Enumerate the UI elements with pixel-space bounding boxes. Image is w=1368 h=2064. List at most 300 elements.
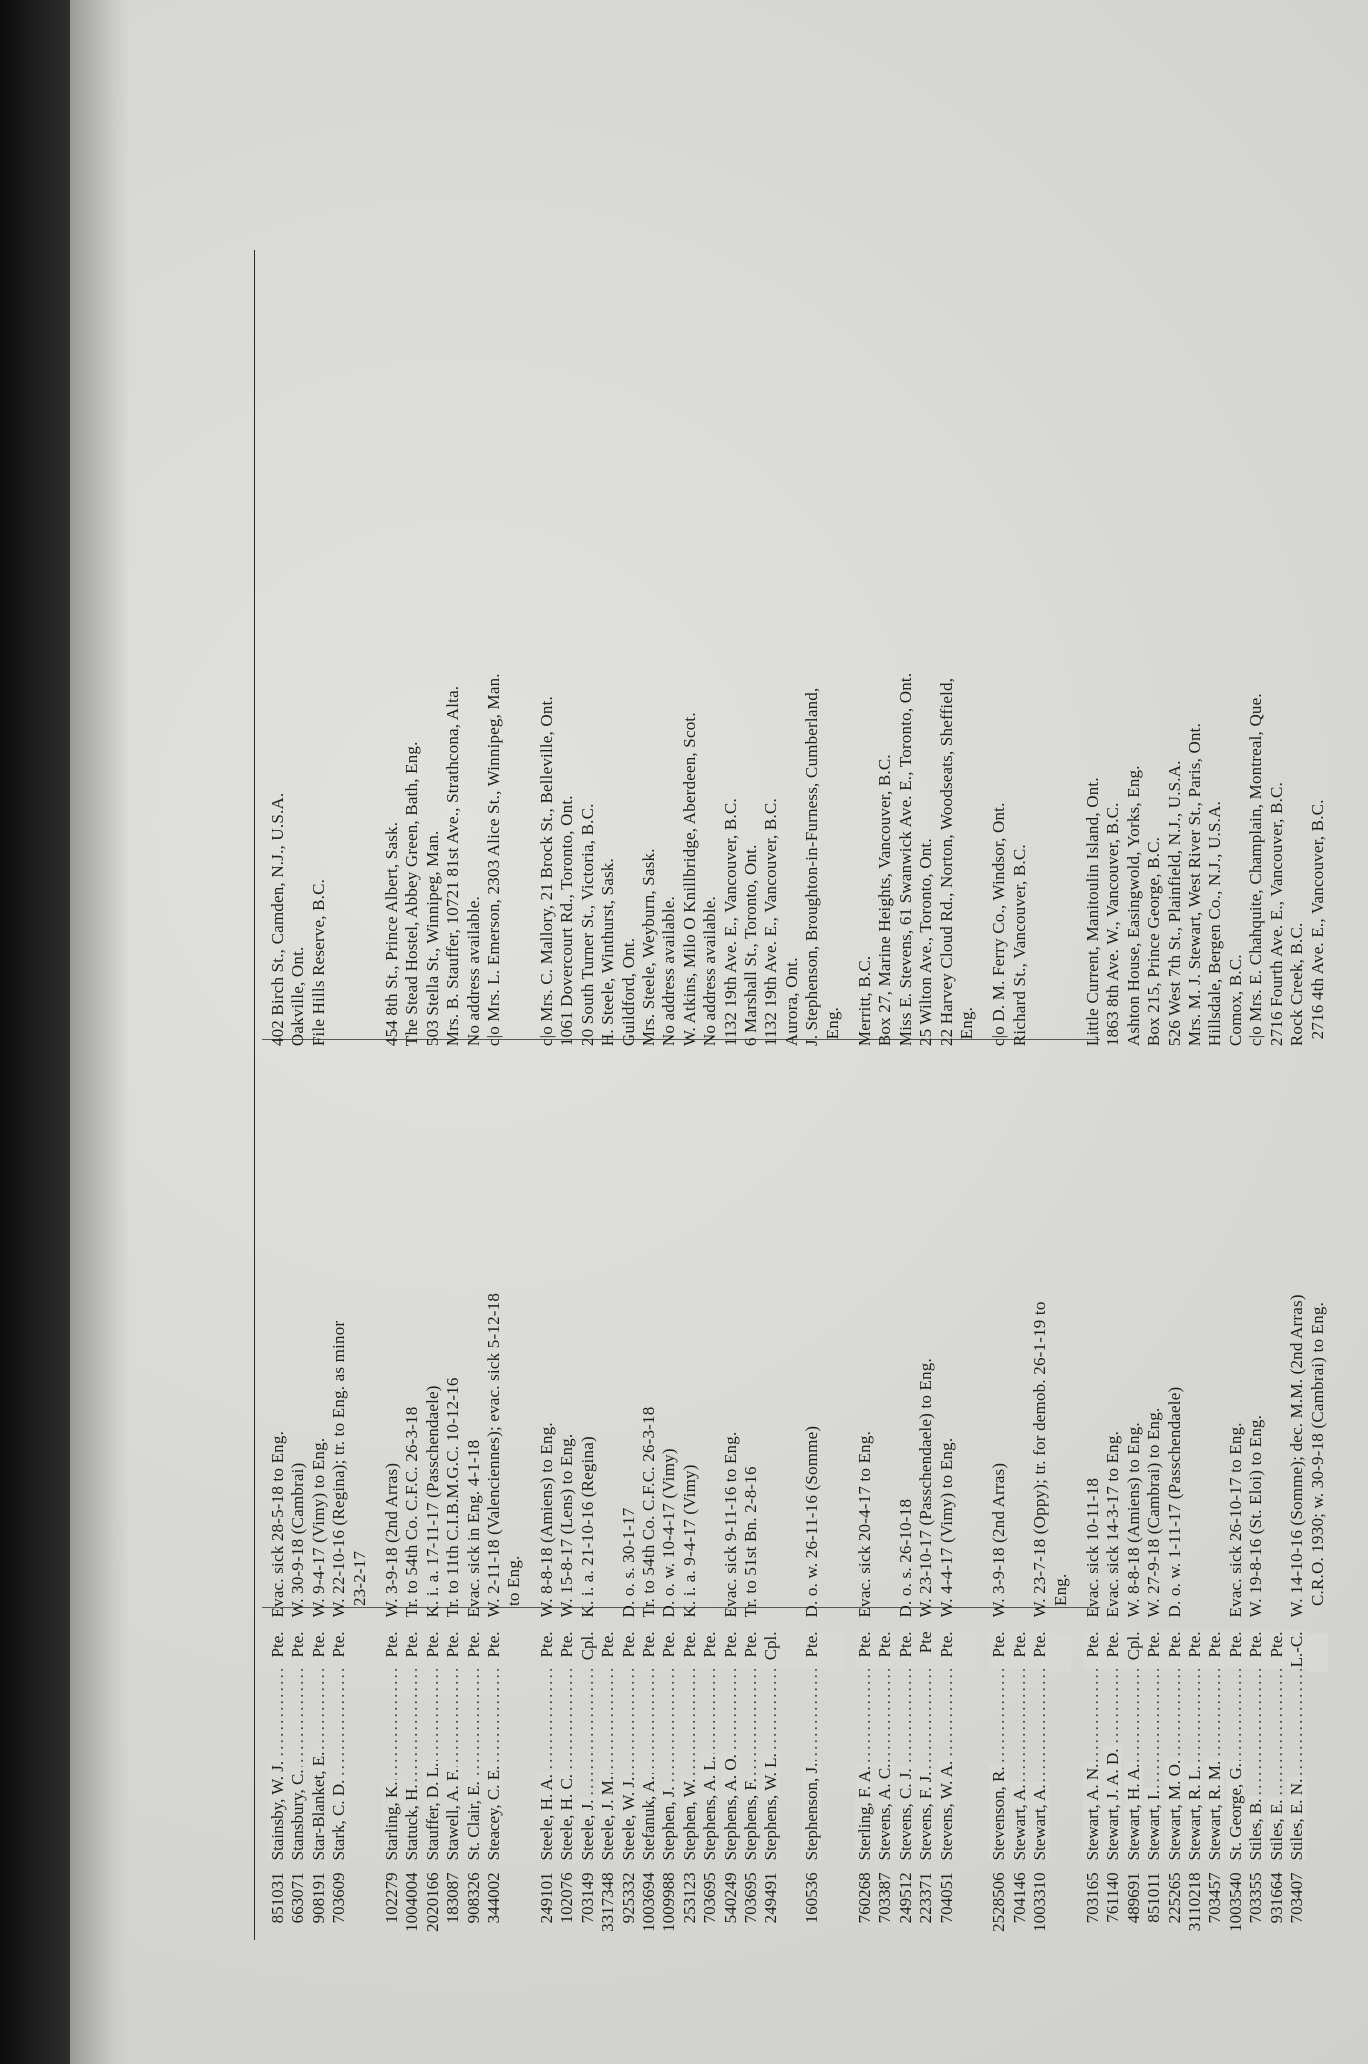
rank: Pte. [721,1631,741,1669]
regimental-number: 925332 [618,1872,638,1924]
next-of-kin-address [329,230,349,1046]
service-record: Tr. to 51st Bn. 2-8-16 [740,1466,760,1618]
table-row [484,230,504,1950]
regimental-number: 249512 [895,1872,915,1924]
service-record: W. 22-10-16 (Regina); tr. to Eng. as minor [329,1320,349,1618]
regimental-number: 703457 [1205,1872,1225,1924]
soldier-name [1246,1669,1266,1860]
regimental-number: 3110218 [1185,1872,1205,1932]
table-row [1185,230,1205,1950]
soldier-name [1103,1669,1123,1860]
rank: Pte. [1144,1631,1164,1669]
soldier-name-text: Stevenson, R. [989,1766,1009,1861]
soldier-name [855,1669,875,1860]
table-row [1267,230,1287,1950]
table-row [937,230,957,1950]
regimental-number: 1009988 [659,1872,679,1932]
soldier-name [1287,1669,1307,1860]
regimental-number: 183087 [443,1872,463,1924]
service-record: Evac. sick 20-4-17 to Eng. [854,1430,874,1618]
table-row [721,230,741,1950]
top-rule [254,250,255,1940]
next-of-kin-address: Mrs. B. Stauffer, 10721 81st Ave., Strathcona, Alta. [443,685,463,1047]
soldier-name [288,1669,308,1860]
table-row [423,230,443,1950]
next-of-kin-address: Mrs. M. J. Stewart, West River St., Paris, Ont. [1185,722,1205,1047]
table-row [1308,230,1328,1950]
soldier-name [1010,1669,1030,1860]
table-row [443,230,463,1950]
soldier-name-text: Stainsby, W. J. [268,1760,287,1861]
soldier-name-text: Stewart, A. N. [1083,1763,1103,1861]
next-of-kin-address: Oakville, Ont. [288,946,308,1047]
service-record [700,1060,720,1617]
regimental-number: 249101 [536,1872,556,1924]
soldier-name-text: Stephens, F. [740,1778,760,1861]
nominal-roll-table [268,230,1328,1950]
regimental-number: 760268 [854,1872,874,1924]
rank: Pte. [659,1631,679,1669]
scanner-edge [0,0,70,2064]
rank: Pte [916,1631,936,1669]
regimental-number: 703609 [329,1872,349,1924]
table-row [1051,230,1071,1950]
next-of-kin-address: Little Current, Manitoulin Island, Ont. [1083,777,1103,1047]
soldier-name [309,1669,329,1860]
service-record: to Eng. [504,1555,524,1607]
table-row [659,230,679,1950]
service-record: Eng. [1050,1573,1070,1607]
next-of-kin-address: 2716 4th Ave. E., Vancouver, B.C. [1307,799,1327,1040]
service-record [1185,1060,1205,1617]
next-of-kin-address: 6 Marshall St., Toronto, Ont. [740,844,760,1047]
rank: Pte. [268,1631,288,1669]
rank: Pte. [896,1631,916,1669]
service-record: C.R.O. 1930; w. 30-9-18 (Cambrai) to Eng. [1307,1301,1327,1607]
table-row [1144,230,1164,1950]
service-record: Tr. to 11th C.I.B.M.G.C. 10-12-16 [443,1377,463,1618]
regimental-number [957,1873,977,1950]
rank: Pte. [443,1631,463,1669]
table-row [268,230,288,1950]
next-of-kin-address: c|o Mrs. E. Chahquite, Champlain, Montreal, Que. [1246,693,1266,1047]
soldier-name-text: Stevens, A. C. [875,1763,895,1861]
soldier-name [741,1669,761,1860]
next-of-kin-address: The Stead Hostel, Abbey Green, Bath, Eng. [402,741,422,1047]
service-record [761,1060,781,1617]
rank: Pte. [288,1631,308,1669]
soldier-name-text: Star-Blanket, E. [308,1751,328,1861]
regimental-number [782,1872,802,1950]
rank: L.-C. [1287,1631,1307,1668]
regimental-number: 663071 [288,1872,308,1924]
table-row [464,230,484,1950]
service-record: K. i. a. 21-10-16 (Regina) [577,1436,597,1618]
service-record: Evac. sick 14-3-17 to Eng. [1103,1430,1123,1618]
next-of-kin-address: W. Atkins, Milo O Knillbridge, Aberdeen, Scot. [679,712,699,1047]
soldier-name-text: Stewart, M. O. [1164,1759,1184,1861]
next-of-kin-address: Box 27, Marine Heights, Vancouver, B.C. [875,754,895,1047]
service-record: W. 3-9-18 (2nd Arras) [382,1462,402,1618]
soldier-name-text: Stewart, J. A. D. [1103,1748,1123,1861]
soldier-name-text: Starling, K. [382,1781,402,1861]
rank: Pte. [464,1631,484,1669]
soldier-name-text: Steele, J. M. [598,1775,618,1861]
rank: Pte. [1010,1631,1030,1669]
regimental-number: 703695 [740,1872,760,1924]
rank: Pte. [309,1631,329,1669]
soldier-name-text: Stewart, H. A. [1123,1763,1143,1861]
soldier-name-text: Steele, W. J. [618,1776,638,1861]
table-row [761,230,781,1950]
next-of-kin-address: 526 West 7th St., Plainfield, N.J., U.S.A. [1164,760,1184,1047]
service-record: W. 9-4-17 (Vimy) to Eng. [308,1437,328,1618]
regimental-number: 1003540 [1225,1872,1245,1932]
soldier-name [1083,1669,1103,1860]
rank [782,1631,802,1669]
soldier-name [402,1669,422,1860]
service-record: W. 27-9-18 (Cambrai) to Eng. [1144,1407,1164,1618]
table-row [741,230,761,1950]
next-of-kin-address: 25 Wilton Ave., Toronto, Ont. [916,838,936,1047]
next-of-kin-address [504,230,524,1039]
service-record: W. 4-4-17 (Vimy) to Eng. [936,1437,956,1618]
table-row [1246,230,1266,1950]
table-row [329,230,349,1950]
table-row [402,230,422,1950]
rank: Pte. [1103,1631,1123,1669]
rank: Pte. [619,1631,639,1669]
next-of-kin-address: Guildford, Ont. [618,937,638,1047]
soldier-name [937,1669,957,1860]
regimental-number: 253123 [679,1872,699,1924]
regimental-number: 851011 [1144,1872,1164,1923]
next-of-kin-address: Aurora, Ont. [781,957,801,1047]
rank: Pte. [557,1631,577,1669]
table-row [802,230,822,1950]
regimental-number: 704146 [1009,1872,1029,1924]
service-record: D. o. s. 30-1-17 [618,1507,638,1618]
regimental-number: 703355 [1246,1872,1266,1924]
next-of-kin-address: Richard St., Vancouver, B.C. [1009,844,1029,1047]
soldier-name-text: Stewart, A. [1009,1784,1029,1861]
service-record [1205,1060,1225,1617]
rank: Pte. [1185,1631,1205,1669]
next-of-kin-address: No address available. [659,896,679,1047]
regimental-number: 704051 [936,1872,956,1924]
soldier-name [659,1669,679,1860]
service-record [823,1067,843,1620]
regimental-number: 908191 [308,1872,328,1924]
soldier-name-text: Stevens, W. A. [936,1760,956,1861]
soldier-name [1030,1669,1050,1860]
row-spacer [1071,230,1083,1950]
table-row [680,230,700,1950]
rank: Pte. [855,1631,875,1669]
rank: Pte. [329,1631,349,1669]
regimental-number: 225265 [1164,1872,1184,1924]
table-row [957,230,977,1950]
next-of-kin-address: c|o Mrs. C. Mallory, 21 Brock St., Belleville, Ont. [536,696,556,1047]
soldier-name [268,1669,288,1860]
soldier-name [443,1669,463,1860]
regimental-number: 1004004 [402,1872,422,1932]
soldier-name-text: Stephens, A. L. [700,1756,720,1861]
service-record: K. i. a. 17-11-17 (Passchendaele) [422,1385,442,1618]
regimental-number: 2020166 [422,1872,442,1932]
soldier-name [382,1669,402,1860]
service-record: Evac. sick 10-11-18 [1083,1477,1103,1618]
rank [1051,1634,1071,1672]
rank: Pte. [382,1631,402,1669]
next-of-kin-address [1051,230,1071,1039]
rank: Pte. [937,1631,957,1669]
soldier-name-text: Stewart, R. L. [1185,1765,1205,1861]
service-record: Evac. sick 26-10-17 to Eng. [1225,1422,1245,1618]
rank: Pte. [989,1631,1009,1669]
next-of-kin-address: Eng. [822,1006,842,1040]
table-row [537,230,557,1950]
rank: Cpl. [761,1631,781,1669]
service-record: Evac. sick in Eng. 4-1-18 [463,1439,483,1618]
service-record: W. 23-10-17 (Passchendaele) to Eng. [916,1358,936,1618]
soldier-name [989,1669,1009,1860]
next-of-kin-address: Merritt, B.C. [854,955,874,1047]
soldier-name [484,1669,504,1860]
next-of-kin-address: File Hills Reserve, B.C. [308,878,328,1047]
rank: Cpl. [578,1631,598,1669]
soldier-name-text: Statuck, H. [402,1784,422,1861]
regimental-number: 851031 [268,1872,287,1924]
service-record [782,1060,802,1617]
regimental-number: 489691 [1123,1872,1143,1924]
rank: Pte. [1205,1631,1225,1669]
regimental-number: 1003310 [1030,1872,1050,1932]
rank: Pte. [639,1631,659,1669]
soldier-name-text: Stephen, W. [679,1778,699,1861]
next-of-kin-address [350,230,370,1039]
service-record: D. o. w. 1-11-17 (Passchendaele) [1164,1386,1184,1618]
soldier-name-text: Stephens, W. L. [761,1753,781,1861]
service-record [1267,1060,1287,1617]
soldier-name-text: Stiles, E. N. [1287,1778,1307,1861]
regimental-number: 2528506 [989,1872,1009,1932]
soldier-name-text: Stephen, J. [659,1786,679,1861]
next-of-kin-address: No address available. [463,896,483,1047]
soldier-name [896,1669,916,1860]
next-of-kin-address: Eng. [957,1006,976,1040]
soldier-name-text: Stewart, A. [1030,1784,1050,1861]
service-record [1010,1060,1030,1617]
soldier-name [1205,1669,1225,1860]
rank: Pte. [598,1631,618,1669]
table-row [1083,230,1103,1950]
table-row [639,230,659,1950]
service-record: D. o. s. 26-10-18 [895,1498,915,1618]
soldier-name-text: Stevens, C. J. [895,1768,915,1861]
rank: Pte. [1267,1631,1287,1669]
next-of-kin-address: Box 215, Prince George, B.C. [1144,836,1164,1047]
soldier-name [329,1669,349,1860]
soldier-name [680,1669,700,1860]
regimental-number: 344002 [484,1872,504,1924]
table-row [350,230,370,1950]
table-row [1165,230,1185,1950]
rank [957,1634,977,1672]
rotated-content [210,230,1327,1970]
table-row [1030,230,1050,1950]
soldier-name [639,1669,659,1860]
soldier-name [557,1669,577,1860]
service-record: 23-2-17 [349,1550,369,1607]
table-row [578,230,598,1950]
regimental-number: 703165 [1083,1872,1103,1924]
rank: Pte. [700,1631,720,1669]
service-record: W. 8-8-18 (Amiens) to Eng. [1123,1422,1143,1618]
regimental-number: 931664 [1266,1872,1286,1924]
next-of-kin-address: Hillsdale, Bergen Co., N.J., U.S.A. [1205,800,1225,1047]
soldier-name [721,1669,741,1860]
table-row [619,230,639,1950]
rank: Pte. [680,1631,700,1669]
rank: Pte. [1083,1631,1103,1669]
regimental-number: 102279 [382,1872,402,1924]
service-record: W. 2-11-18 (Valenciennes); evac. sick 5-12-18 [484,1292,504,1618]
next-of-kin-address: 1863 8th Ave. W., Vancouver, B.C. [1103,802,1123,1047]
regimental-number: 160536 [802,1872,822,1924]
regimental-number: 223371 [916,1872,936,1924]
service-record [957,1067,977,1620]
table-row [855,230,875,1950]
table-row [309,230,329,1950]
soldier-name [1267,1669,1287,1860]
rank [350,1634,370,1672]
soldier-name [1185,1669,1205,1860]
soldier-name [1226,1669,1246,1860]
next-of-kin-address: Comox, B.C. [1225,954,1245,1047]
table-row [916,230,936,1950]
service-record: W. 19-8-16 (St. Eloi) to Eng. [1246,1414,1266,1618]
regimental-number [504,1873,524,1950]
regimental-number [1051,1873,1071,1950]
soldier-name [423,1669,443,1860]
row-spacer [370,230,382,1950]
soldier-name-text: Stawell, A. F. [443,1768,463,1861]
rank [504,1634,524,1672]
soldier-name [700,1669,720,1860]
regimental-number: 703407 [1287,1872,1307,1924]
soldier-name [578,1669,598,1860]
soldier-name-text: Stevens, F. J. [916,1771,936,1861]
service-record: Tr. to 54th Co. C.F.C. 26-3-18 [402,1406,422,1618]
regimental-number: 908326 [463,1872,483,1924]
regimental-number: 703695 [700,1872,720,1924]
next-of-kin-address: c|o Mrs. L. Emerson, 2303 Alice St., Winnipeg, Man. [484,673,504,1047]
soldier-name-text: Stauffer, D. L. [422,1762,442,1861]
rank: Pte. [423,1631,443,1669]
service-record: Evac. sick 9-11-16 to Eng. [720,1431,740,1618]
service-record: D. o. w. 26-11-16 (Somme) [802,1425,822,1618]
service-record: W. 3-9-18 (2nd Arras) [989,1462,1009,1618]
next-of-kin-address: 503 Stella St., Winnipeg, Man. [422,830,442,1047]
soldier-name [802,1669,822,1860]
next-of-kin-address: Rock Creek, B.C. [1287,922,1307,1047]
row-spacer [843,230,855,1950]
service-record: W. 15-8-17 (Lens) to Eng. [557,1433,577,1618]
table-row [1010,230,1030,1950]
table-row [700,230,720,1950]
rank: Pte. [741,1631,761,1669]
soldier-name-text: Stewart, R. M. [1205,1760,1225,1861]
service-record: D. o. w. 10-4-17 (Vimy) [659,1448,679,1618]
table-row [1205,230,1225,1950]
table-row [875,230,895,1950]
service-record: Evac. sick 28-5-18 to Eng. [268,1430,287,1618]
regimental-number [350,1873,370,1950]
table-row [504,230,524,1950]
soldier-name-text: Stefanuk, A. [638,1775,658,1861]
rank [1308,1634,1328,1672]
rank: Pte. [537,1631,557,1669]
soldier-name-text: Stiles, B. [1246,1798,1266,1861]
service-record: W. 14-10-16 (Somme); dec. M.M. (2nd Arras) [1287,1294,1307,1618]
regimental-number: 703387 [875,1872,895,1924]
table-row [598,230,618,1950]
regimental-number: 102076 [557,1872,577,1924]
table-row [1226,230,1246,1950]
soldier-name [916,1669,936,1860]
next-of-kin-address: 1132 19th Ave. E., Vancouver, B.C. [720,798,740,1047]
table-row [382,230,402,1950]
soldier-name [537,1669,557,1860]
soldier-name-text: St. George, G. [1225,1762,1245,1861]
next-of-kin-address: H. Steele, Winthurst, Sask. [598,858,618,1047]
rank: Pte. [402,1631,422,1669]
row-spacer [525,230,537,1950]
service-record: Tr. to 54th Co. C.F.C. 26-3-18 [638,1406,658,1618]
table-row [288,230,308,1950]
next-of-kin-address: 402 Birch St., Camden, N.J., U.S.A. [268,792,287,1047]
soldier-name-text: Steacey, C. E. [484,1765,504,1861]
next-of-kin-address: No address available. [700,896,720,1047]
next-of-kin-address [1030,230,1050,1046]
soldier-name [1124,1669,1144,1860]
soldier-name-text: Stephens, A. O. [720,1754,740,1861]
rank: Cpl. [1124,1631,1144,1669]
soldier-name [1144,1669,1164,1860]
table-row [823,230,843,1950]
soldier-name [1165,1669,1185,1860]
soldier-name [619,1669,639,1860]
soldier-name-text: Stansbury, C. [288,1769,308,1861]
table-row [896,230,916,1950]
soldier-name-text: Sterling, F. A. [854,1765,874,1861]
service-record: W. 30-9-18 (Cambrai) [288,1462,308,1618]
regimental-number: 540249 [720,1872,740,1924]
next-of-kin-address: 454 8th St., Prince Albert, Sask. [382,821,402,1047]
regimental-number: 249491 [761,1872,781,1924]
next-of-kin-address: J. Stephenson, Broughton-in-Furness, Cumberland, [802,687,822,1047]
soldier-name [598,1669,618,1860]
next-of-kin-address: 20 South Turner St., Victoria, B.C. [577,803,597,1047]
soldier-name-text: Steele, H. A. [536,1773,556,1861]
row-spacer [977,230,989,1950]
regimental-number: 703149 [577,1872,597,1924]
regimental-number: 761140 [1103,1872,1123,1923]
soldier-name [761,1669,781,1860]
next-of-kin-address: Miss E. Stevens, 61 Swanwick Ave. E., Toronto, Ont. [895,672,915,1047]
soldier-name-text: Steele, J. [577,1799,597,1861]
